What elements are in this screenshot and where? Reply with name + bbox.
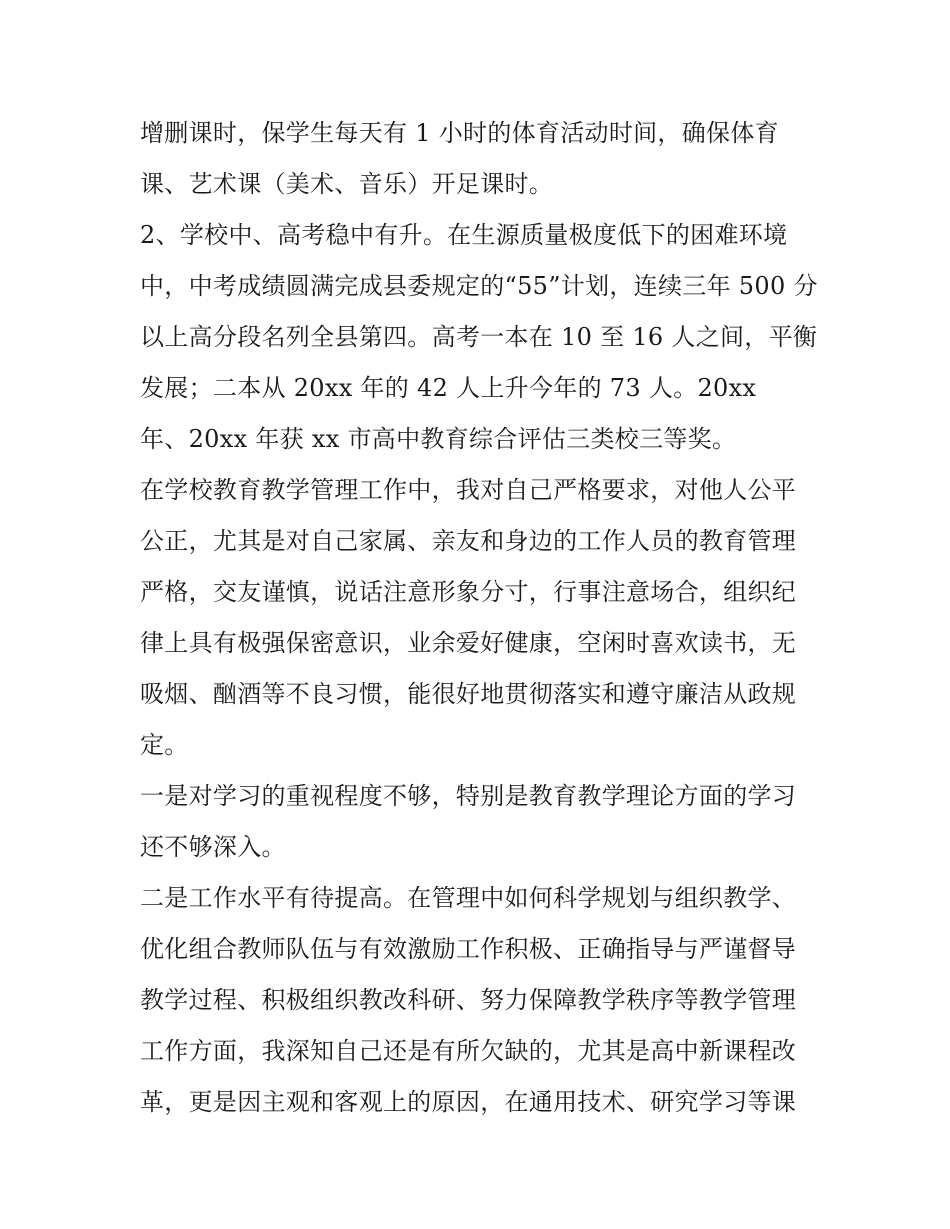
text-line: 一是对学习的重视程度不够，特别是教育教学理论方面的学习: [140, 782, 797, 810]
text-line: 中，中考成绩圆满完成县委规定的“55”计划，连续三年 500 分: [140, 272, 818, 300]
text-line: 2、学校中、高考稳中有升。在生源质量极度低下的困难环境: [140, 221, 788, 249]
text-line: 还不够深入。: [140, 833, 286, 861]
text-line: 定。: [140, 731, 189, 759]
text-line: 发展；二本从 20xx 年的 42 人上升今年的 73 人。20xx: [140, 374, 757, 402]
text-line: 律上具有极强保密意识，业余爱好健康，空闲时喜欢读书，无: [140, 629, 797, 657]
text-line: 严格，交友谨慎，说话注意形象分寸，行事注意场合，组织纪: [140, 578, 797, 606]
text-line: 增删课时，保学生每天有 1 小时的体育活动时间，确保体育: [140, 119, 779, 147]
text-line: 在学校教育教学管理工作中，我对自己严格要求，对他人公平: [140, 476, 797, 504]
text-line: 革，更是因主观和客观上的原因，在通用技术、研究学习等课: [140, 1088, 797, 1116]
text-line: 以上高分段名列全县第四。高考一本在 10 至 16 人之间，平衡: [140, 323, 818, 351]
text-line: 优化组合教师队伍与有效激励工作积极、正确指导与严谨督导: [140, 935, 797, 963]
text-line: 课、艺术课（美术、音乐）开足课时。: [140, 170, 554, 198]
text-line: 工作方面，我深知自己还是有所欠缺的，尤其是高中新课程改: [140, 1037, 797, 1065]
text-line: 吸烟、酗酒等不良习惯，能很好地贯彻落实和遵守廉洁从政规: [140, 680, 797, 708]
text-line: 二是工作水平有待提高。在管理中如何科学规划与组织教学、: [140, 884, 797, 912]
text-line: 教学过程、积极组织教改科研、努力保障教学秩序等教学管理: [140, 986, 797, 1014]
text-line: 公正，尤其是对自己家属、亲友和身边的工作人员的教育管理: [140, 527, 797, 555]
text-line: 年、20xx 年获 xx 市高中教育综合评估三类校三等奖。: [140, 425, 737, 453]
document-body: [140, 108, 820, 1128]
